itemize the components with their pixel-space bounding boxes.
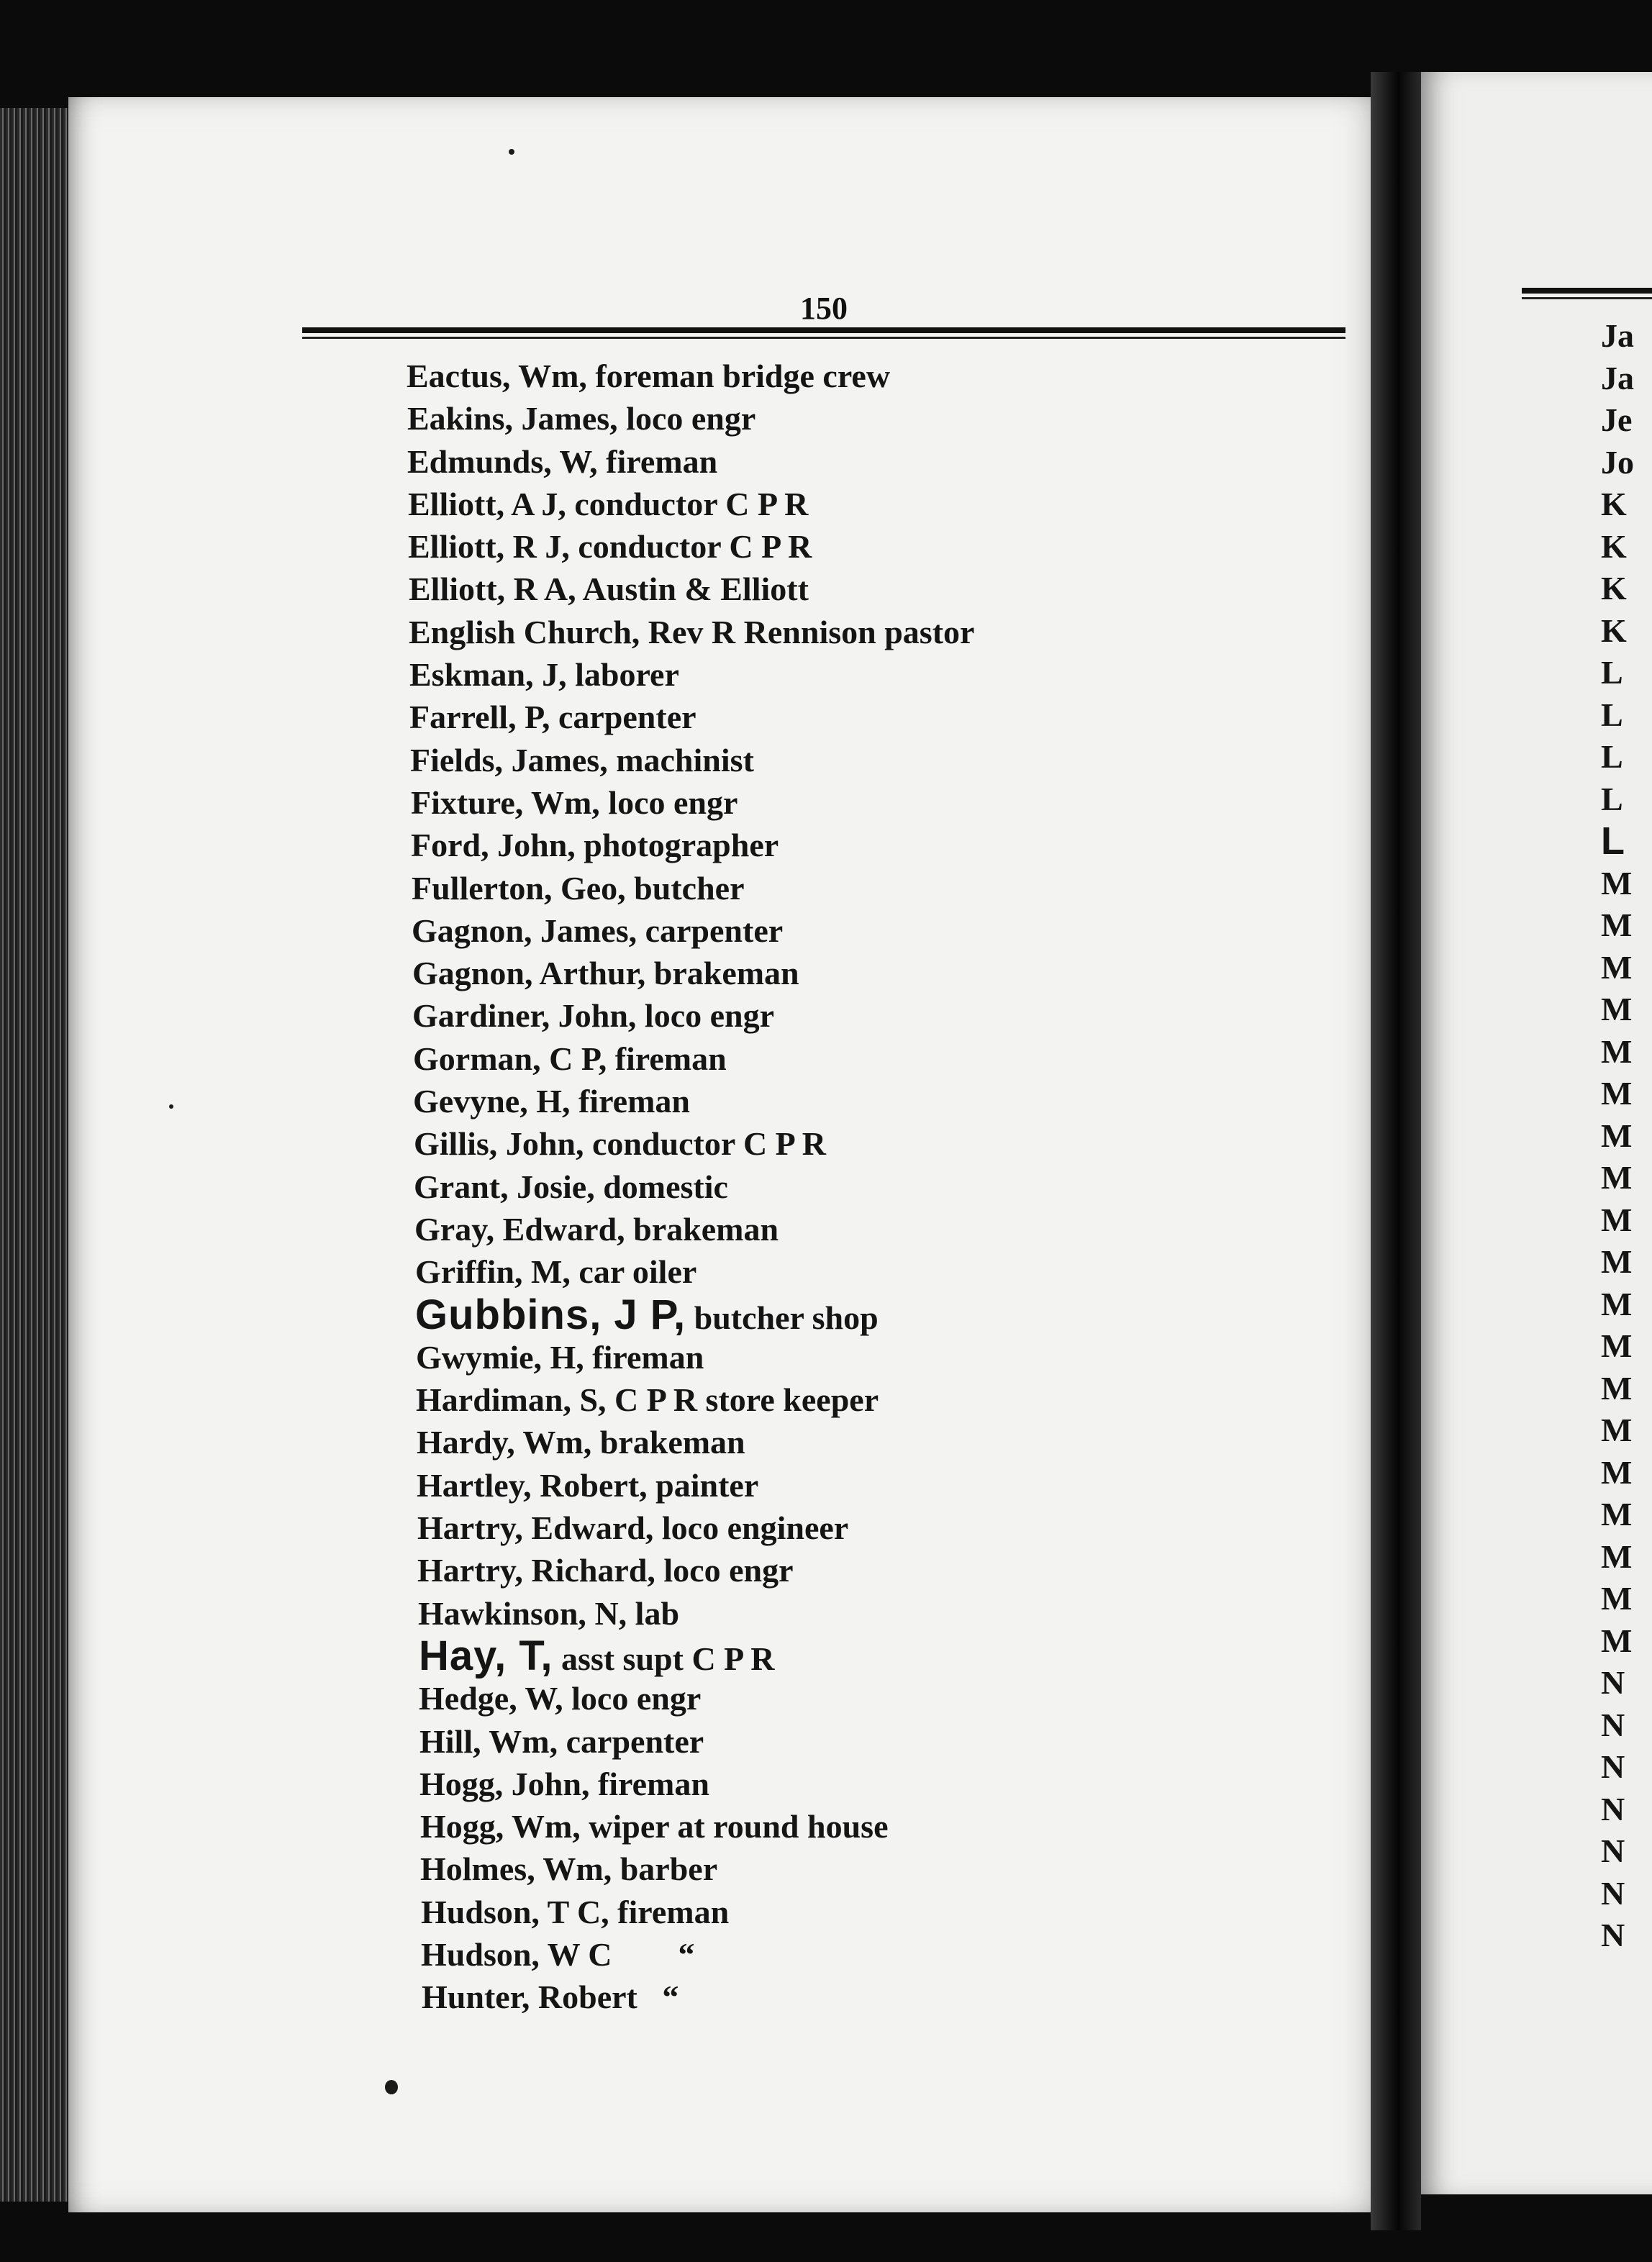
- entry-name: Farrell,: [409, 699, 517, 736]
- directory-entry: [407, 1976, 1414, 2018]
- facing-page-letter: M: [1601, 1201, 1633, 1238]
- facing-page-letter: M: [1601, 864, 1633, 901]
- directory-entry: [407, 568, 1414, 610]
- entry-description: asst supt C P R: [553, 1640, 775, 1677]
- directory-entry: [407, 781, 1414, 824]
- entry-description: Wm, carpenter: [481, 1722, 704, 1760]
- entry-name: English Church,: [409, 613, 640, 650]
- right-header-rule-thick: [1522, 288, 1652, 294]
- left-page: [68, 97, 1392, 2212]
- directory-entry: [407, 739, 1414, 781]
- directory-entry: [407, 696, 1414, 738]
- entry-description: W C “: [539, 1935, 695, 1973]
- entry-name: Hardy,: [417, 1424, 515, 1461]
- entry-description: H, fireman: [527, 1083, 690, 1120]
- entry-description: Edward, loco engineer: [522, 1509, 849, 1547]
- facing-page-letter: L: [1601, 819, 1625, 863]
- directory-entry: [407, 1763, 1414, 1805]
- facing-page-letter: Ja: [1601, 317, 1634, 354]
- facing-page-letter: N: [1601, 1832, 1625, 1869]
- entry-description: Wm, brakeman: [514, 1424, 745, 1461]
- entry-description: Wm, wiper at round house: [504, 1808, 889, 1845]
- facing-page-letter: Ja: [1601, 359, 1634, 396]
- entry-description: J, laborer: [533, 656, 679, 694]
- entry-name: Eactus,: [407, 358, 511, 394]
- directory-entry: [407, 824, 1414, 866]
- directory-entry: [407, 1291, 1414, 1338]
- right-page-edge: [1421, 72, 1652, 2194]
- entry-description: John, loco engr: [550, 997, 775, 1035]
- entry-name: Gagnon,: [412, 912, 532, 949]
- directory-entry: [407, 1891, 1414, 1933]
- facing-page-letter: L: [1601, 654, 1623, 691]
- entry-name: Ford,: [411, 827, 489, 864]
- facing-page-letter: K: [1601, 527, 1627, 565]
- directory-entry: [407, 1122, 1414, 1165]
- facing-page-letter: M: [1601, 1580, 1633, 1617]
- entry-description: P, carpenter: [516, 699, 696, 736]
- entry-description: Robert, painter: [531, 1466, 759, 1504]
- facing-page-letter: M: [1601, 948, 1633, 986]
- directory-entry: [407, 1592, 1414, 1635]
- directory-entry: [407, 1037, 1414, 1080]
- entry-description: Edward, brakeman: [494, 1210, 779, 1248]
- entry-name: Fullerton,: [412, 869, 553, 907]
- entry-description: R J, conductor C P R: [504, 528, 812, 566]
- directory-entry-list: [407, 355, 1414, 2019]
- directory-entry: [407, 1421, 1414, 1463]
- facing-page-letter: M: [1601, 1117, 1633, 1154]
- facing-page-letter: M: [1601, 1075, 1633, 1112]
- facing-page-letter: M: [1601, 1537, 1633, 1575]
- directory-entry: [407, 1933, 1414, 1976]
- entry-description: R A, Austin & Elliott: [505, 571, 809, 608]
- ink-speck: [169, 1104, 173, 1109]
- ink-speck: [385, 2080, 398, 2094]
- entry-name: Hunter,: [422, 1979, 530, 2016]
- directory-entry: [407, 909, 1414, 952]
- page-number: 150: [800, 291, 848, 326]
- entry-description: Josie, domestic: [508, 1168, 728, 1205]
- entry-name: Gwymie,: [416, 1338, 543, 1376]
- entry-description: Wm, loco engr: [523, 783, 738, 821]
- directory-entry: [407, 1378, 1414, 1421]
- entry-name: Gorman,: [413, 1040, 541, 1077]
- entry-name: Fixture,: [411, 783, 524, 821]
- directory-entry: [407, 994, 1414, 1037]
- facing-page-letter: M: [1601, 1412, 1633, 1448]
- ink-speck: [509, 149, 514, 155]
- entry-description: N, lab: [586, 1594, 680, 1632]
- entry-name: Griffin,: [415, 1253, 523, 1291]
- entry-description: Wm, barber: [535, 1850, 718, 1888]
- book-gutter: [1371, 72, 1421, 2230]
- facing-page-letter: N: [1601, 1748, 1625, 1785]
- entry-name: Hawkinson,: [418, 1594, 586, 1632]
- facing-page-letter: Jo: [1601, 443, 1634, 481]
- directory-entry: [407, 1250, 1414, 1293]
- header-rule-thick: [302, 327, 1345, 333]
- entry-description: W, fireman: [551, 442, 718, 480]
- right-header-rule-thin: [1522, 297, 1652, 299]
- facing-page-letters: [1601, 315, 1634, 1957]
- entry-name: Hudson,: [421, 1893, 540, 1930]
- entry-name: Grant,: [414, 1168, 509, 1205]
- directory-entry: [407, 1632, 1414, 1679]
- entry-description: Rev R Rennison pastor: [640, 613, 975, 650]
- facing-page-letter: L: [1601, 738, 1623, 775]
- facing-page-letter: M: [1601, 1032, 1633, 1070]
- facing-page-letter: L: [1601, 696, 1623, 733]
- entry-name: Elliott,: [409, 571, 506, 608]
- directory-entry: [407, 483, 1414, 525]
- entry-description: John, photographer: [489, 827, 779, 864]
- facing-page-letter: N: [1601, 1917, 1625, 1953]
- entry-name: Gardiner,: [412, 997, 550, 1035]
- directory-entry: [407, 952, 1414, 994]
- entry-description: Arthur, brakeman: [532, 955, 799, 992]
- facing-page-letter: M: [1601, 1622, 1633, 1659]
- entry-name: Hogg,: [420, 1808, 504, 1845]
- entry-name: Gubbins, J P,: [415, 1291, 686, 1338]
- entry-description: Robert “: [530, 1979, 679, 2016]
- directory-entry: [407, 1720, 1414, 1763]
- facing-page-letter: N: [1601, 1706, 1625, 1743]
- facing-page-letter: M: [1601, 1453, 1633, 1491]
- directory-entry: [407, 1507, 1414, 1549]
- facing-page-letter: M: [1601, 1369, 1633, 1407]
- directory-entry: [407, 867, 1414, 909]
- entry-name: Gray,: [414, 1210, 495, 1248]
- directory-entry: [407, 1549, 1414, 1591]
- header-rule-thin: [302, 337, 1345, 339]
- entry-name: Hogg,: [419, 1765, 504, 1802]
- entry-name: Hartley,: [417, 1466, 532, 1504]
- directory-entry: [407, 1080, 1414, 1122]
- entry-name: Holmes,: [420, 1850, 535, 1888]
- entry-description: W, loco engr: [517, 1680, 702, 1717]
- facing-page-letter: M: [1601, 1159, 1633, 1196]
- entry-description: John, conductor C P R: [497, 1125, 826, 1163]
- directory-entry: [407, 611, 1414, 653]
- entry-description: T C, fireman: [539, 1893, 730, 1930]
- facing-page-letter: M: [1601, 991, 1633, 1027]
- entry-description: Geo, butcher: [552, 869, 745, 907]
- entry-description: John, fireman: [503, 1765, 709, 1802]
- entry-name: Fields,: [410, 741, 504, 778]
- entry-name: Elliott,: [408, 528, 505, 566]
- directory-entry: [407, 1464, 1414, 1507]
- entry-name: Hill,: [419, 1722, 481, 1760]
- directory-entry: [407, 1336, 1414, 1378]
- facing-page-letter: K: [1601, 486, 1627, 522]
- entry-description: S, C P R store keeper: [571, 1381, 879, 1419]
- facing-page-letter: M: [1601, 1496, 1633, 1532]
- directory-entry: [407, 653, 1414, 696]
- entry-description: butcher shop: [686, 1299, 879, 1336]
- directory-entry: [407, 525, 1414, 568]
- entry-description: James, carpenter: [532, 912, 784, 949]
- directory-entry: [407, 440, 1414, 483]
- facing-page-letter: K: [1601, 570, 1627, 607]
- facing-page-letter: N: [1601, 1874, 1625, 1912]
- directory-entry: [407, 1166, 1414, 1208]
- entry-description: Richard, loco engr: [522, 1552, 794, 1589]
- entry-name: Gevyne,: [413, 1083, 528, 1120]
- entry-name: Elliott,: [408, 485, 505, 522]
- facing-page-letter: K: [1601, 612, 1627, 649]
- directory-entry: [407, 1805, 1414, 1848]
- entry-name: Hartry,: [417, 1552, 523, 1589]
- directory-entry: [407, 355, 1414, 397]
- facing-page-letter: L: [1601, 780, 1623, 817]
- entry-name: Eakins,: [407, 400, 514, 437]
- facing-page-letter: M: [1601, 1243, 1633, 1280]
- directory-entry: [407, 1208, 1414, 1250]
- entry-description: James, machinist: [503, 741, 754, 778]
- facing-page-letter: N: [1601, 1664, 1625, 1701]
- entry-name: Hudson,: [421, 1935, 540, 1973]
- directory-entry: [407, 1677, 1414, 1720]
- entry-description: Wm, foreman bridge crew: [510, 358, 891, 394]
- facing-page-letter: M: [1601, 907, 1633, 943]
- facing-page-letter: M: [1601, 1327, 1633, 1364]
- facing-page-letter: N: [1601, 1790, 1625, 1827]
- entry-name: Hedge,: [419, 1680, 517, 1717]
- entry-name: Gagnon,: [412, 955, 533, 992]
- directory-entry: [407, 1848, 1414, 1890]
- entry-description: H, fireman: [542, 1338, 704, 1376]
- entry-name: Hartry,: [417, 1509, 523, 1547]
- facing-page-letter: M: [1601, 1285, 1633, 1322]
- facing-page-letter: Je: [1601, 401, 1633, 438]
- entry-name: Eskman,: [409, 656, 534, 694]
- entry-description: M, car oiler: [522, 1253, 697, 1291]
- entry-name: Gillis,: [414, 1125, 498, 1163]
- directory-entry: [407, 397, 1414, 440]
- entry-description: James, loco engr: [513, 400, 756, 437]
- entry-name: Edmunds,: [407, 442, 552, 480]
- entry-name: Hay, T,: [419, 1632, 553, 1679]
- book-page-edges: [0, 108, 72, 2202]
- entry-description: A J, conductor C P R: [504, 485, 809, 522]
- entry-name: Hardiman,: [416, 1381, 571, 1419]
- entry-description: C P, fireman: [540, 1040, 727, 1077]
